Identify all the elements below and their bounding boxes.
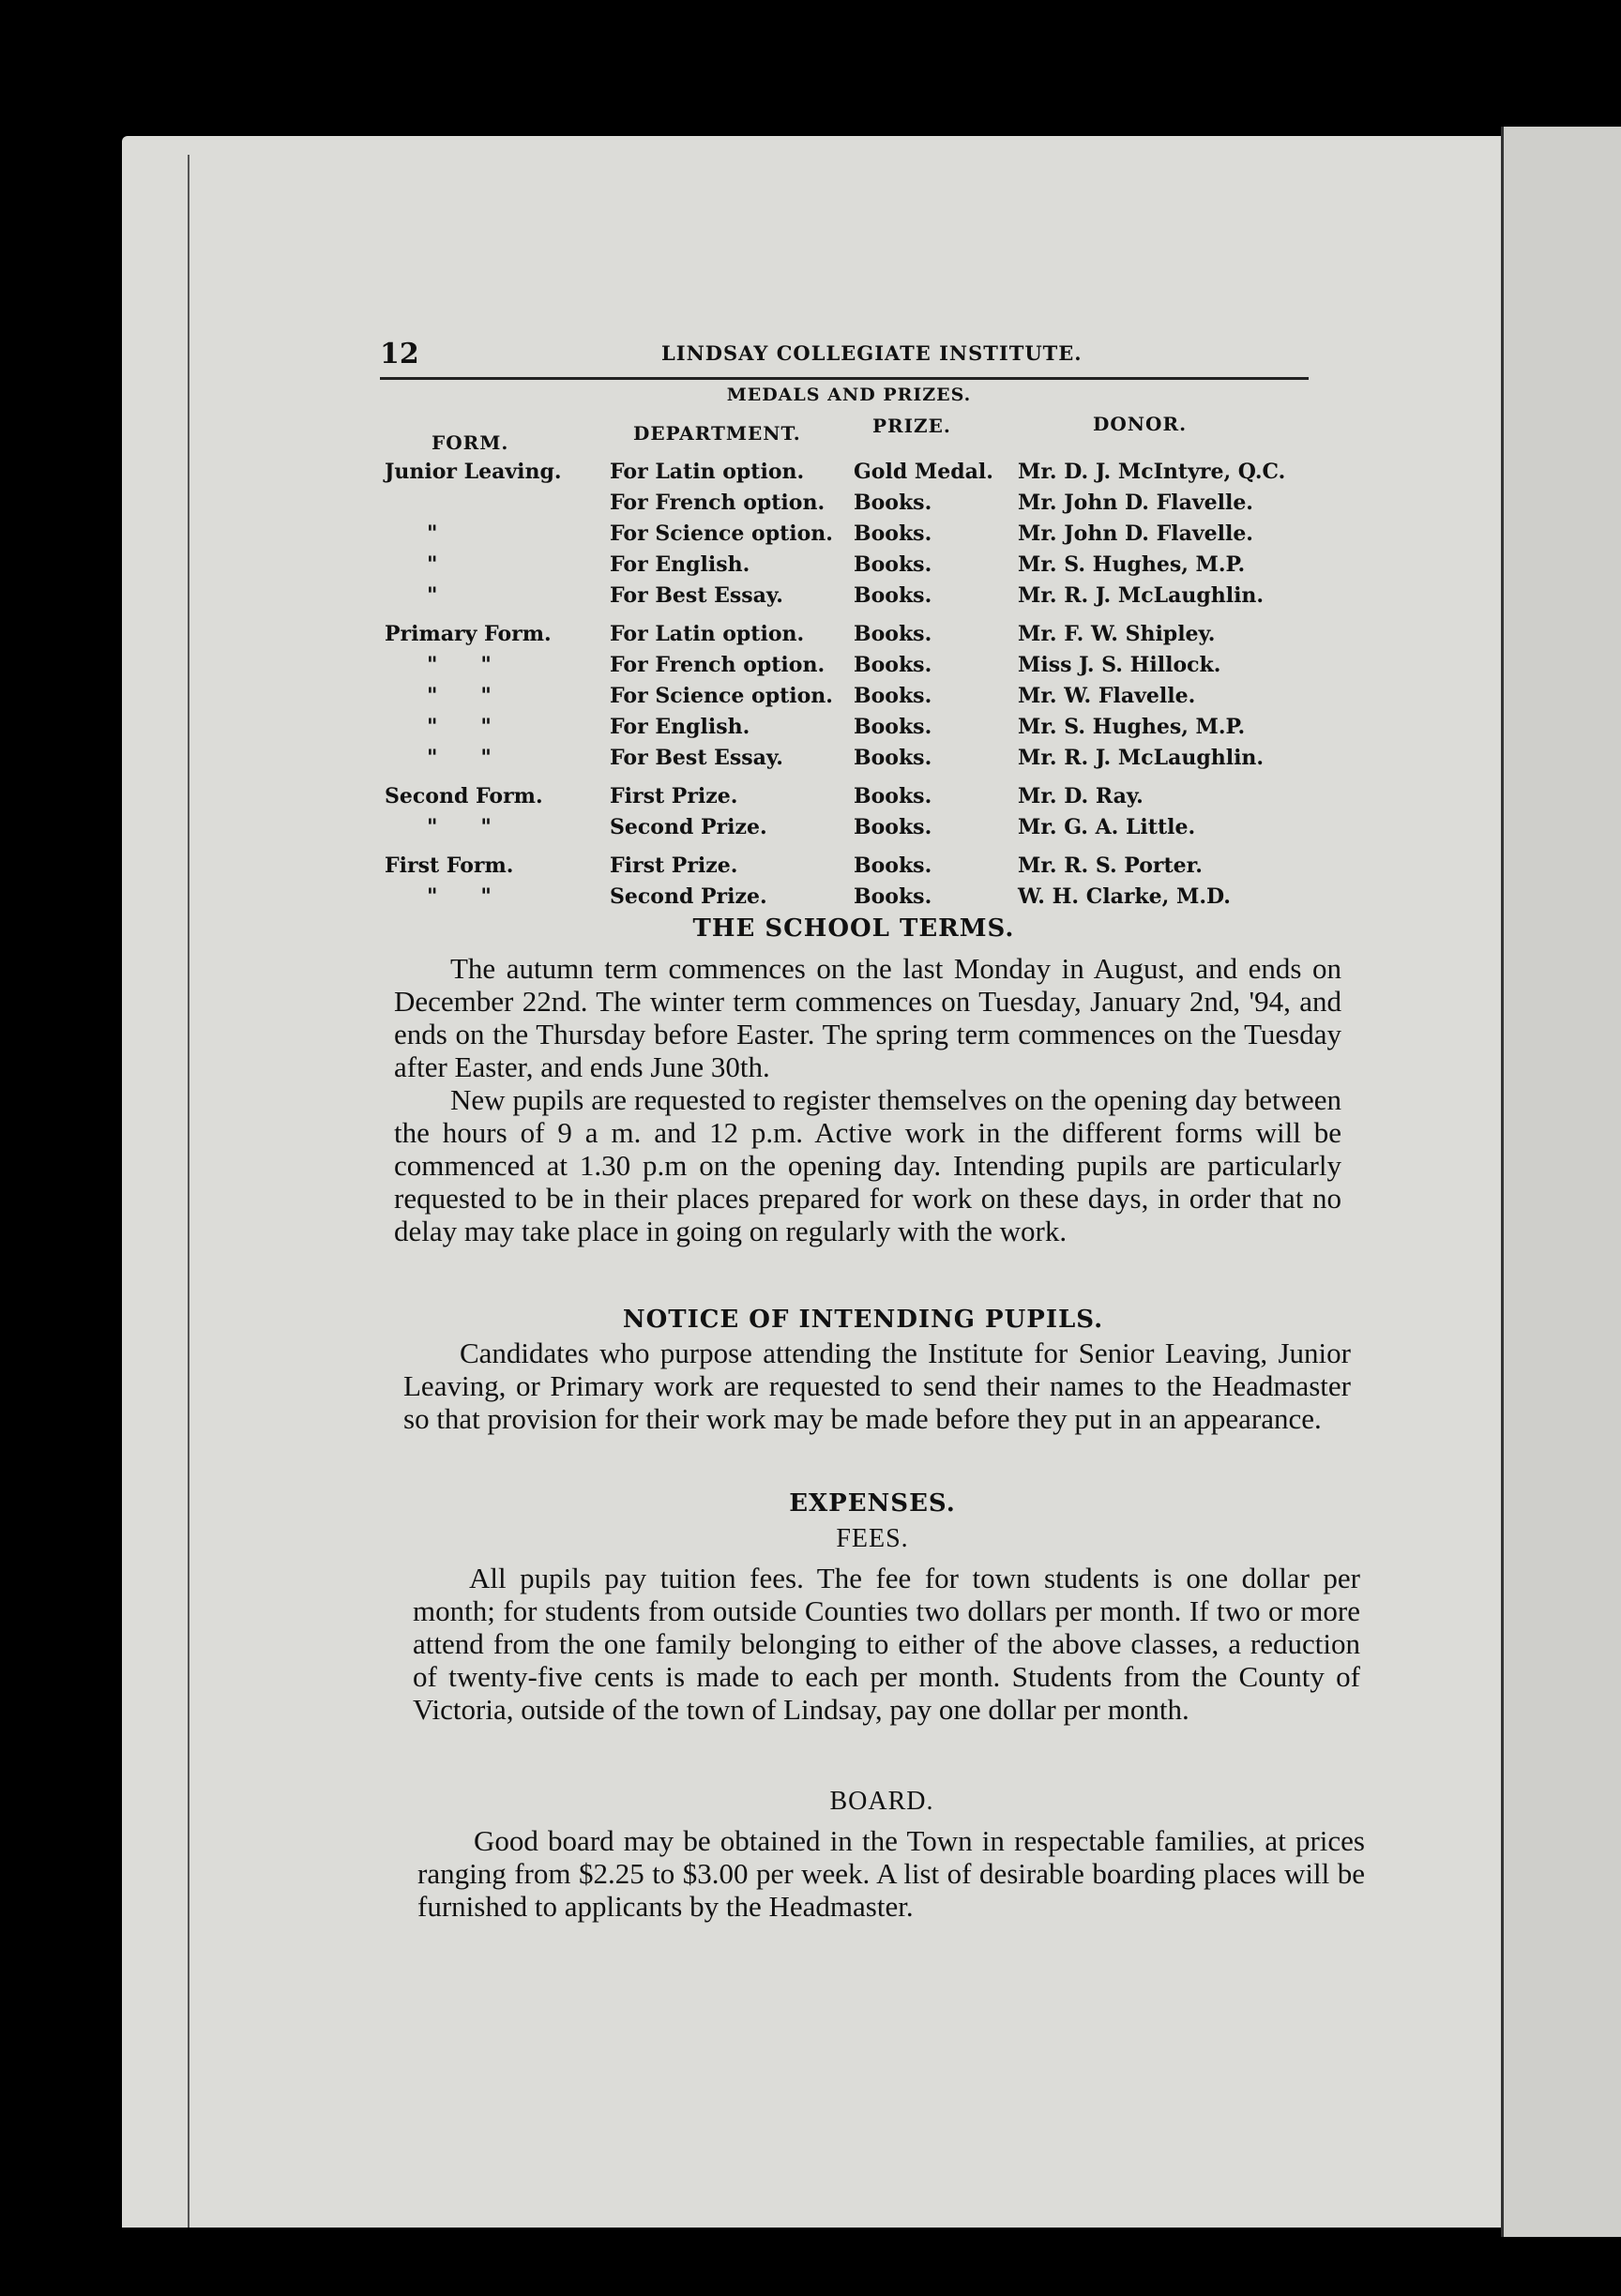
cell-donor: Mr. John D. Flavelle. <box>1018 491 1253 515</box>
cell-prize: Books. <box>854 552 932 577</box>
cell-form: " <box>427 583 438 608</box>
table-row <box>385 746 1323 777</box>
cell-donor: Mr. D. J. McIntyre, Q.C. <box>1018 460 1286 484</box>
table-body <box>385 460 1323 915</box>
cell-prize: Books. <box>854 491 932 515</box>
cell-donor: Mr. W. Flavelle. <box>1018 684 1196 708</box>
cell-donor: W. H. Clarke, M.D. <box>1018 884 1231 909</box>
running-head: LINDSAY COLLEGIATE INSTITUTE. <box>661 341 1083 365</box>
cell-form: Junior Leaving. <box>385 460 562 484</box>
column-header-prize: PRIZE. <box>872 415 951 437</box>
column-header-form: FORM. <box>432 431 509 454</box>
cell-department: For French option. <box>610 491 826 515</box>
board-paragraph: Good board may be obtained in the Town in respectable families, at prices ranging from $2.25 to $3.00 per week. A list of desirable boarding places will be furnished to applicants by the Headmaster. <box>417 1824 1365 1923</box>
cell-department: For Latin option. <box>610 460 805 484</box>
cell-form: " " <box>427 746 492 770</box>
cell-form: " " <box>427 653 492 677</box>
cell-prize: Books. <box>854 715 932 739</box>
cell-prize: Gold Medal. <box>854 460 993 484</box>
column-header-department: DEPARTMENT. <box>633 422 801 445</box>
fees-paragraph: All pupils pay tuition fees. The fee for town students is one dollar per month; for students from outside Counties two dollars per month. If two or more attend from the one family belonging to either of the above classes, a reduction of twenty-five cents is made to each per month. Students from the County of Victoria, outside of the town of Lindsay, pay one dollar per month. <box>413 1562 1360 1726</box>
facing-page-edge <box>1501 127 1621 2237</box>
fees-title: FEES. <box>836 1524 909 1553</box>
school-terms-title: THE SCHOOL TERMS. <box>692 914 1015 943</box>
column-header-donor: DONOR. <box>1093 413 1188 435</box>
table-row <box>385 815 1323 846</box>
table-header <box>385 413 1323 460</box>
table-row <box>385 521 1323 552</box>
cell-department: For French option. <box>610 653 826 677</box>
cell-form: Primary Form. <box>385 622 552 646</box>
cell-prize: Books. <box>854 653 932 677</box>
cell-prize: Books. <box>854 784 932 808</box>
header-rule <box>380 377 1309 380</box>
table-row <box>385 460 1323 491</box>
school-terms-paragraph-1: The autumn term commences on the last Monday in August, and ends on December 22nd. The winter term commences on Tuesday, January 2nd, '94, and ends on the Thursday before Easter. The spring term commences on the Tuesday after Easter, and ends June 30th. <box>394 952 1341 1083</box>
cell-form: " " <box>427 815 492 839</box>
board-title: BOARD. <box>829 1787 934 1816</box>
table-row <box>385 784 1323 815</box>
cell-department: Second Prize. <box>610 884 767 909</box>
cell-department: For English. <box>610 552 750 577</box>
cell-donor: Mr. John D. Flavelle. <box>1018 521 1253 546</box>
page-number: 12 <box>380 338 419 370</box>
cell-donor: Mr. D. Ray. <box>1018 784 1144 808</box>
table-row <box>385 715 1323 746</box>
table-row <box>385 491 1323 521</box>
cell-prize: Books. <box>854 622 932 646</box>
table-row <box>385 583 1323 614</box>
cell-donor: Mr. G. A. Little. <box>1018 815 1196 839</box>
cell-department: For Science option. <box>610 521 833 546</box>
table-row <box>385 552 1323 583</box>
school-terms-paragraph-2: New pupils are requested to register themselves on the opening day between the hours of 9 a m. and 12 p.m. Active work in the different forms will be commenced at 1.30 p.m on the opening day. Intending pupils are particularly requested to be in their places prepared for work on these days, in order that no delay may take place in going on regularly with the work. <box>394 1083 1341 1247</box>
cell-department: First Prize. <box>610 784 738 808</box>
row-gap <box>385 614 1323 622</box>
row-gap <box>385 777 1323 784</box>
cell-donor: Mr. S. Hughes, M.P. <box>1018 715 1246 739</box>
cell-prize: Books. <box>854 521 932 546</box>
cell-department: For Latin option. <box>610 622 805 646</box>
cell-form: " <box>427 521 438 546</box>
cell-donor: Mr. R. J. McLaughlin. <box>1018 746 1265 770</box>
cell-form: " " <box>427 884 492 909</box>
table-row <box>385 884 1323 915</box>
cell-prize: Books. <box>854 815 932 839</box>
cell-department: For Science option. <box>610 684 833 708</box>
cell-donor: Mr. R. J. McLaughlin. <box>1018 583 1265 608</box>
table-row <box>385 853 1323 884</box>
cell-department: For Best Essay. <box>610 583 783 608</box>
cell-prize: Books. <box>854 746 932 770</box>
row-gap <box>385 846 1323 853</box>
table-row <box>385 622 1323 653</box>
page-header <box>380 328 1318 385</box>
cell-form: " " <box>427 684 492 708</box>
cell-prize: Books. <box>854 853 932 878</box>
cell-form: " " <box>427 715 492 739</box>
cell-donor: Miss J. S. Hillock. <box>1018 653 1221 677</box>
table-row <box>385 684 1323 715</box>
cell-prize: Books. <box>854 884 932 909</box>
notice-title: NOTICE OF INTENDING PUPILS. <box>622 1306 1104 1334</box>
cell-donor: Mr. R. S. Porter. <box>1018 853 1203 878</box>
medals-title: MEDALS AND PRIZES. <box>726 385 972 405</box>
notice-paragraph: Candidates who purpose attending the Institute for Senior Leaving, Junior Leaving, or Primary work are requested to send their names to the Headmaster so that provision for their work may be made before they put in an appearance. <box>403 1337 1351 1435</box>
cell-prize: Books. <box>854 583 932 608</box>
cell-department: For English. <box>610 715 750 739</box>
cell-form: " <box>427 552 438 577</box>
expenses-title: EXPENSES. <box>789 1489 956 1518</box>
table-row <box>385 653 1323 684</box>
cell-prize: Books. <box>854 684 932 708</box>
cell-department: For Best Essay. <box>610 746 783 770</box>
cell-form: Second Form. <box>385 784 543 808</box>
prize-table <box>385 413 1323 915</box>
cell-donor: Mr. F. W. Shipley. <box>1018 622 1216 646</box>
cell-department: First Prize. <box>610 853 738 878</box>
cell-form: First Form. <box>385 853 514 878</box>
cell-department: Second Prize. <box>610 815 767 839</box>
cell-donor: Mr. S. Hughes, M.P. <box>1018 552 1246 577</box>
